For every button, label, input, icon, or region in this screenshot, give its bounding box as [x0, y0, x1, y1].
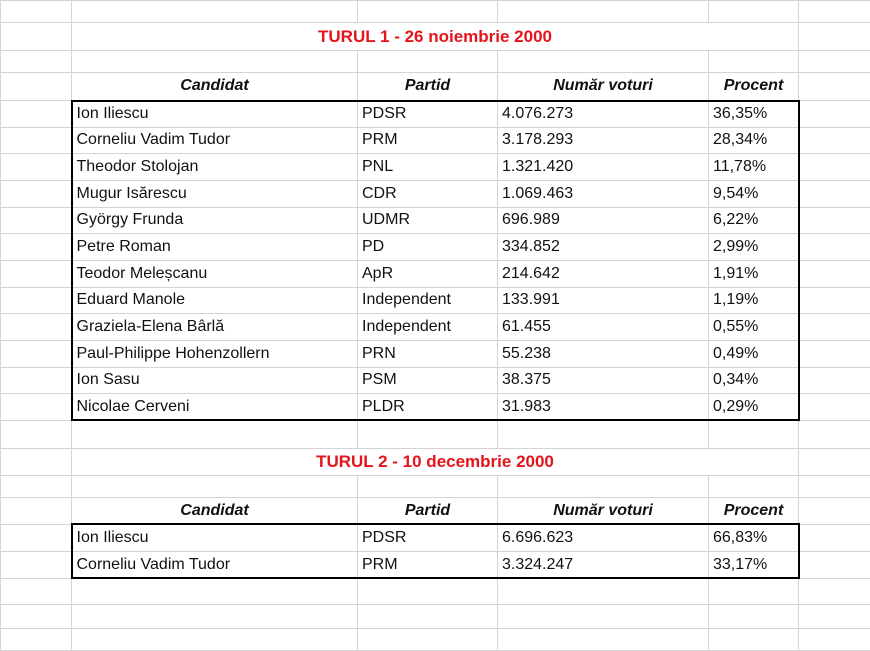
empty-cell[interactable] — [1, 260, 72, 287]
empty-cell[interactable] — [799, 23, 870, 51]
column-header[interactable]: Procent — [709, 497, 799, 524]
percent-cell[interactable]: 11,78% — [709, 154, 799, 181]
candidate-cell[interactable]: Paul-Philippe Hohenzollern — [72, 340, 358, 367]
percent-cell[interactable]: 36,35% — [709, 101, 799, 128]
empty-cell[interactable] — [799, 127, 870, 154]
empty-cell[interactable] — [1, 1, 72, 23]
percent-cell[interactable]: 1,19% — [709, 287, 799, 314]
empty-cell[interactable] — [709, 1, 799, 23]
empty-cell[interactable] — [1, 101, 72, 128]
sheet-row — [1, 23, 870, 51]
empty-cell[interactable] — [799, 260, 870, 287]
table-row — [1, 207, 870, 234]
table-row — [1, 367, 870, 394]
empty-cell[interactable] — [72, 475, 358, 497]
votes-cell[interactable]: 1.321.420 — [498, 154, 709, 181]
empty-cell[interactable] — [358, 578, 498, 604]
column-header[interactable]: Partid — [358, 497, 498, 524]
candidate-cell[interactable]: Theodor Stolojan — [72, 154, 358, 181]
empty-cell[interactable] — [799, 314, 870, 341]
column-header[interactable]: Candidat — [72, 73, 358, 101]
empty-cell[interactable] — [1, 207, 72, 234]
percent-cell[interactable]: 0,49% — [709, 340, 799, 367]
empty-cell[interactable] — [799, 367, 870, 394]
empty-cell[interactable] — [799, 628, 870, 650]
empty-cell[interactable] — [799, 1, 870, 23]
empty-cell[interactable] — [799, 497, 870, 524]
empty-cell[interactable] — [799, 551, 870, 578]
sheet-row — [1, 475, 870, 497]
party-cell[interactable]: PDSR — [358, 101, 498, 128]
candidate-cell[interactable]: Ion Iliescu — [72, 101, 358, 128]
empty-cell[interactable] — [799, 475, 870, 497]
sheet-row — [1, 73, 870, 101]
empty-cell[interactable] — [1, 524, 72, 551]
votes-cell[interactable]: 31.983 — [498, 394, 709, 421]
table-row — [1, 340, 870, 367]
empty-cell[interactable] — [1, 551, 72, 578]
candidate-cell[interactable]: Corneliu Vadim Tudor — [72, 127, 358, 154]
empty-cell[interactable] — [799, 73, 870, 101]
column-header[interactable]: Candidat — [72, 497, 358, 524]
empty-cell[interactable] — [498, 475, 709, 497]
party-cell[interactable]: PDSR — [358, 524, 498, 551]
table-row — [1, 551, 870, 578]
percent-cell[interactable]: 0,34% — [709, 367, 799, 394]
empty-cell[interactable] — [1, 497, 72, 524]
sheet-row — [1, 628, 870, 650]
sheet-row — [1, 420, 870, 448]
column-header[interactable]: Partid — [358, 73, 498, 101]
empty-cell[interactable] — [498, 51, 709, 73]
percent-cell[interactable]: 6,22% — [709, 207, 799, 234]
empty-cell[interactable] — [1, 287, 72, 314]
empty-cell[interactable] — [1, 340, 72, 367]
empty-cell[interactable] — [1, 475, 72, 497]
percent-cell[interactable]: 0,55% — [709, 314, 799, 341]
empty-cell[interactable] — [799, 51, 870, 73]
votes-cell[interactable]: 1.069.463 — [498, 180, 709, 207]
empty-cell[interactable] — [358, 51, 498, 73]
empty-cell[interactable] — [498, 628, 709, 650]
party-cell[interactable]: PSM — [358, 367, 498, 394]
empty-cell[interactable] — [1, 127, 72, 154]
party-cell[interactable]: PNL — [358, 154, 498, 181]
empty-cell[interactable] — [1, 23, 72, 51]
empty-cell[interactable] — [799, 394, 870, 421]
empty-cell[interactable] — [358, 475, 498, 497]
sheet-row — [1, 51, 870, 73]
party-cell[interactable]: Independent — [358, 314, 498, 341]
percent-cell[interactable]: 28,34% — [709, 127, 799, 154]
empty-cell[interactable] — [72, 1, 358, 23]
percent-cell[interactable]: 2,99% — [709, 234, 799, 261]
empty-cell[interactable] — [1, 420, 72, 448]
round1-title[interactable]: TURUL 1 - 26 noiembrie 2000 — [72, 23, 799, 51]
empty-cell[interactable] — [1, 448, 72, 475]
candidate-cell[interactable]: György Frunda — [72, 207, 358, 234]
sheet-row — [1, 448, 870, 475]
empty-cell[interactable] — [1, 234, 72, 261]
empty-cell[interactable] — [1, 180, 72, 207]
candidate-cell[interactable]: Eduard Manole — [72, 287, 358, 314]
party-cell[interactable]: Independent — [358, 287, 498, 314]
party-cell[interactable]: PLDR — [358, 394, 498, 421]
candidate-cell[interactable]: Corneliu Vadim Tudor — [72, 551, 358, 578]
votes-cell[interactable]: 3.178.293 — [498, 127, 709, 154]
empty-cell[interactable] — [358, 628, 498, 650]
table-row — [1, 260, 870, 287]
party-cell[interactable]: PRM — [358, 127, 498, 154]
empty-cell[interactable] — [498, 578, 709, 604]
empty-cell[interactable] — [709, 51, 799, 73]
empty-cell[interactable] — [358, 1, 498, 23]
empty-cell[interactable] — [799, 154, 870, 181]
table-row — [1, 394, 870, 421]
empty-cell[interactable] — [799, 207, 870, 234]
empty-cell[interactable] — [1, 578, 72, 604]
column-header[interactable]: Procent — [709, 73, 799, 101]
percent-cell[interactable]: 0,29% — [709, 394, 799, 421]
candidate-cell[interactable]: Ion Iliescu — [72, 524, 358, 551]
empty-cell[interactable] — [799, 234, 870, 261]
sheet-row — [1, 497, 870, 524]
table-row — [1, 287, 870, 314]
table-row — [1, 524, 870, 551]
empty-cell[interactable] — [799, 101, 870, 128]
candidate-cell[interactable]: Teodor Meleșcanu — [72, 260, 358, 287]
empty-cell[interactable] — [72, 51, 358, 73]
candidate-cell[interactable]: Petre Roman — [72, 234, 358, 261]
table-row — [1, 101, 870, 128]
table-row — [1, 314, 870, 341]
empty-cell[interactable] — [358, 420, 498, 448]
party-cell[interactable]: PD — [358, 234, 498, 261]
empty-cell[interactable] — [709, 628, 799, 650]
votes-cell[interactable]: 55.238 — [498, 340, 709, 367]
empty-cell[interactable] — [72, 578, 358, 604]
table-row — [1, 234, 870, 261]
table-row — [1, 180, 870, 207]
percent-cell[interactable]: 1,91% — [709, 260, 799, 287]
empty-cell[interactable] — [799, 524, 870, 551]
empty-cell[interactable] — [799, 578, 870, 604]
round2-title[interactable]: TURUL 2 - 10 decembrie 2000 — [72, 448, 799, 475]
column-header[interactable]: Număr voturi — [498, 73, 709, 101]
empty-cell[interactable] — [799, 448, 870, 475]
votes-cell[interactable]: 38.375 — [498, 367, 709, 394]
votes-cell[interactable]: 334.852 — [498, 234, 709, 261]
party-cell[interactable]: PRN — [358, 340, 498, 367]
empty-cell[interactable] — [799, 340, 870, 367]
column-header[interactable]: Număr voturi — [498, 497, 709, 524]
percent-cell[interactable]: 66,83% — [709, 524, 799, 551]
votes-cell[interactable]: 4.076.273 — [498, 101, 709, 128]
table-row — [1, 127, 870, 154]
sheet-row — [1, 1, 870, 23]
votes-cell[interactable]: 696.989 — [498, 207, 709, 234]
empty-cell[interactable] — [799, 420, 870, 448]
empty-cell[interactable] — [709, 578, 799, 604]
votes-cell[interactable]: 61.455 — [498, 314, 709, 341]
candidate-cell[interactable]: Graziela-Elena Bârlă — [72, 314, 358, 341]
empty-cell[interactable] — [1, 154, 72, 181]
percent-cell[interactable]: 9,54% — [709, 180, 799, 207]
sheet-row — [1, 578, 870, 604]
empty-cell[interactable] — [1, 73, 72, 101]
empty-cell[interactable] — [709, 420, 799, 448]
votes-cell[interactable]: 6.696.623 — [498, 524, 709, 551]
empty-cell[interactable] — [1, 628, 72, 650]
party-cell[interactable]: UDMR — [358, 207, 498, 234]
empty-cell[interactable] — [799, 287, 870, 314]
percent-cell[interactable]: 33,17% — [709, 551, 799, 578]
votes-cell[interactable]: 133.991 — [498, 287, 709, 314]
empty-cell[interactable] — [1, 51, 72, 73]
votes-cell[interactable]: 214.642 — [498, 260, 709, 287]
empty-cell[interactable] — [498, 420, 709, 448]
empty-cell[interactable] — [1, 394, 72, 421]
party-cell[interactable]: PRM — [358, 551, 498, 578]
party-cell[interactable]: CDR — [358, 180, 498, 207]
empty-cell[interactable] — [709, 475, 799, 497]
empty-cell[interactable] — [72, 420, 358, 448]
votes-cell[interactable]: 3.324.247 — [498, 551, 709, 578]
candidate-cell[interactable]: Mugur Isărescu — [72, 180, 358, 207]
empty-cell[interactable] — [72, 628, 358, 650]
empty-cell[interactable] — [1, 367, 72, 394]
party-cell[interactable]: ApR — [358, 260, 498, 287]
candidate-cell[interactable]: Ion Sasu — [72, 367, 358, 394]
empty-cell[interactable] — [498, 1, 709, 23]
empty-cell[interactable] — [799, 180, 870, 207]
empty-cell[interactable] — [1, 314, 72, 341]
candidate-cell[interactable]: Nicolae Cerveni — [72, 394, 358, 421]
table-row — [1, 154, 870, 181]
